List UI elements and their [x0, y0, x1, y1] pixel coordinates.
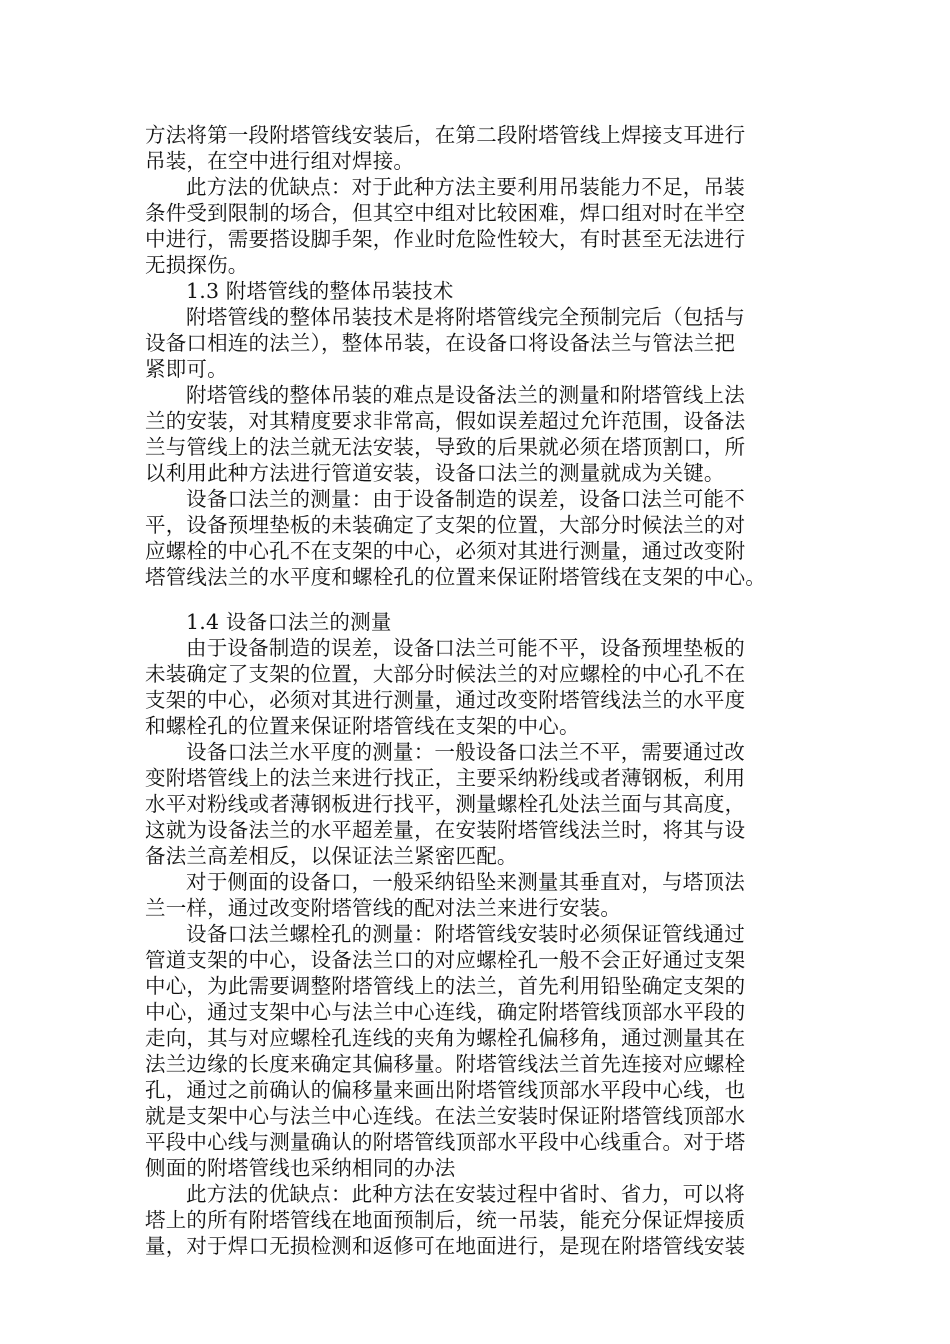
- text-line: 和螺栓孔的位置来保证附塔管线在支架的中心。: [145, 714, 580, 738]
- text-line: 条件受到限制的场合，但其空中组对比较困难，焊口组对时在半空: [145, 201, 746, 225]
- text-line: 无损探伤。: [145, 253, 249, 277]
- section-heading: 1.4 设备口法兰的测量: [186, 610, 392, 634]
- text-line: 兰与管线上的法兰就无法安装，导致的后果就必须在塔顶割口，所: [145, 435, 746, 459]
- text-line: 方法将第一段附塔管线安装后，在第二段附塔管线上焊接支耳进行: [145, 123, 746, 147]
- paragraph-start: 此方法的优缺点：此种方法在安装过程中省时、省力，可以将: [186, 1182, 745, 1206]
- text-line: 走向，其与对应螺栓孔连线的夹角为螺栓孔偏移角，通过测量其在: [145, 1026, 746, 1050]
- text-line: 孔，通过之前确认的偏移量来画出附塔管线顶部水平段中心线，也: [145, 1078, 746, 1102]
- text-line: 中心，为此需要调整附塔管线上的法兰，首先利用铅坠确定支架的: [145, 974, 746, 998]
- paragraph-start: 附塔管线的整体吊装的难点是设备法兰的测量和附塔管线上法: [186, 383, 745, 407]
- paragraph-start: 对于侧面的设备口，一般采纳铅坠来测量其垂直对，与塔顶法: [186, 870, 745, 894]
- paragraph-start: 此方法的优缺点：对于此种方法主要利用吊装能力不足，吊装: [186, 175, 745, 199]
- paragraph-start: 附塔管线的整体吊装技术是将附塔管线完全预制完后（包括与: [186, 305, 745, 329]
- paragraph-start: 由于设备制造的误差，设备口法兰可能不平，设备预埋垫板的: [186, 636, 745, 660]
- text-line: 紧即可。: [145, 357, 228, 381]
- section-heading: 1.3 附塔管线的整体吊装技术: [186, 279, 454, 303]
- text-line: 就是支架中心与法兰中心连线。在法兰安装时保证附塔管线顶部水: [145, 1104, 746, 1128]
- paragraph-start: 设备口法兰的测量：由于设备制造的误差，设备口法兰可能不: [186, 487, 745, 511]
- text-line: 兰的安装，对其精度要求非常高，假如误差超过允许范围，设备法: [145, 409, 746, 433]
- text-line: 备法兰高差相反，以保证法兰紧密匹配。: [145, 844, 518, 868]
- text-line: 塔管线法兰的水平度和螺栓孔的位置来保证附塔管线在支架的中心。: [145, 565, 766, 589]
- text-line: 变附塔管线上的法兰来进行找正，主要采纳粉线或者薄钢板，利用: [145, 766, 746, 790]
- text-line: 未装确定了支架的位置，大部分时候法兰的对应螺栓的中心孔不在: [145, 662, 746, 686]
- text-line: 平段中心线与测量确认的附塔管线顶部水平段中心线重合。对于塔: [145, 1130, 746, 1154]
- text-line: 平，设备预埋垫板的未装确定了支架的位置，大部分时候法兰的对: [145, 513, 746, 537]
- text-line: 设备口相连的法兰），整体吊装，在设备口将设备法兰与管法兰把: [145, 331, 736, 355]
- text-line: 侧面的附塔管线也采纳相同的办法: [145, 1156, 456, 1180]
- text-line: 中心，通过支架中心与法兰中心连线，确定附塔管线顶部水平段的: [145, 1000, 746, 1024]
- text-line: 法兰边缘的长度来确定其偏移量。附塔管线法兰首先连接对应螺栓: [145, 1052, 746, 1076]
- text-line: 支架的中心，必须对其进行测量，通过改变附塔管线法兰的水平度: [145, 688, 746, 712]
- text-line: 这就为设备法兰的水平超差量，在安装附塔管线法兰时，将其与设: [145, 818, 746, 842]
- paragraph-start: 设备口法兰螺栓孔的测量：附塔管线安装时必须保证管线通过: [186, 922, 745, 946]
- text-line: 以利用此种方法进行管道安装，设备口法兰的测量就成为关键。: [145, 461, 725, 485]
- paragraph-start: 设备口法兰水平度的测量：一般设备口法兰不平，需要通过改: [186, 740, 745, 764]
- text-line: 水平对粉线或者薄钢板进行找平，测量螺栓孔处法兰面与其高度，: [145, 792, 746, 816]
- text-line: 管道支架的中心，设备法兰口的对应螺栓孔一般不会正好通过支架: [145, 948, 746, 972]
- text-line: 兰一样，通过改变附塔管线的配对法兰来进行安装。: [145, 896, 622, 920]
- text-line: 中进行，需要搭设脚手架，作业时危险性较大，有时甚至无法进行: [145, 227, 746, 251]
- text-line: 塔上的所有附塔管线在地面预制后，统一吊装，能充分保证焊接质: [145, 1208, 746, 1232]
- text-line: 量，对于焊口无损检测和返修可在地面进行，是现在附塔管线安装: [145, 1234, 746, 1258]
- text-line: 吊装，在空中进行组对焊接。: [145, 149, 415, 173]
- text-line: 应螺栓的中心孔不在支架的中心，必须对其进行测量，通过改变附: [145, 539, 746, 563]
